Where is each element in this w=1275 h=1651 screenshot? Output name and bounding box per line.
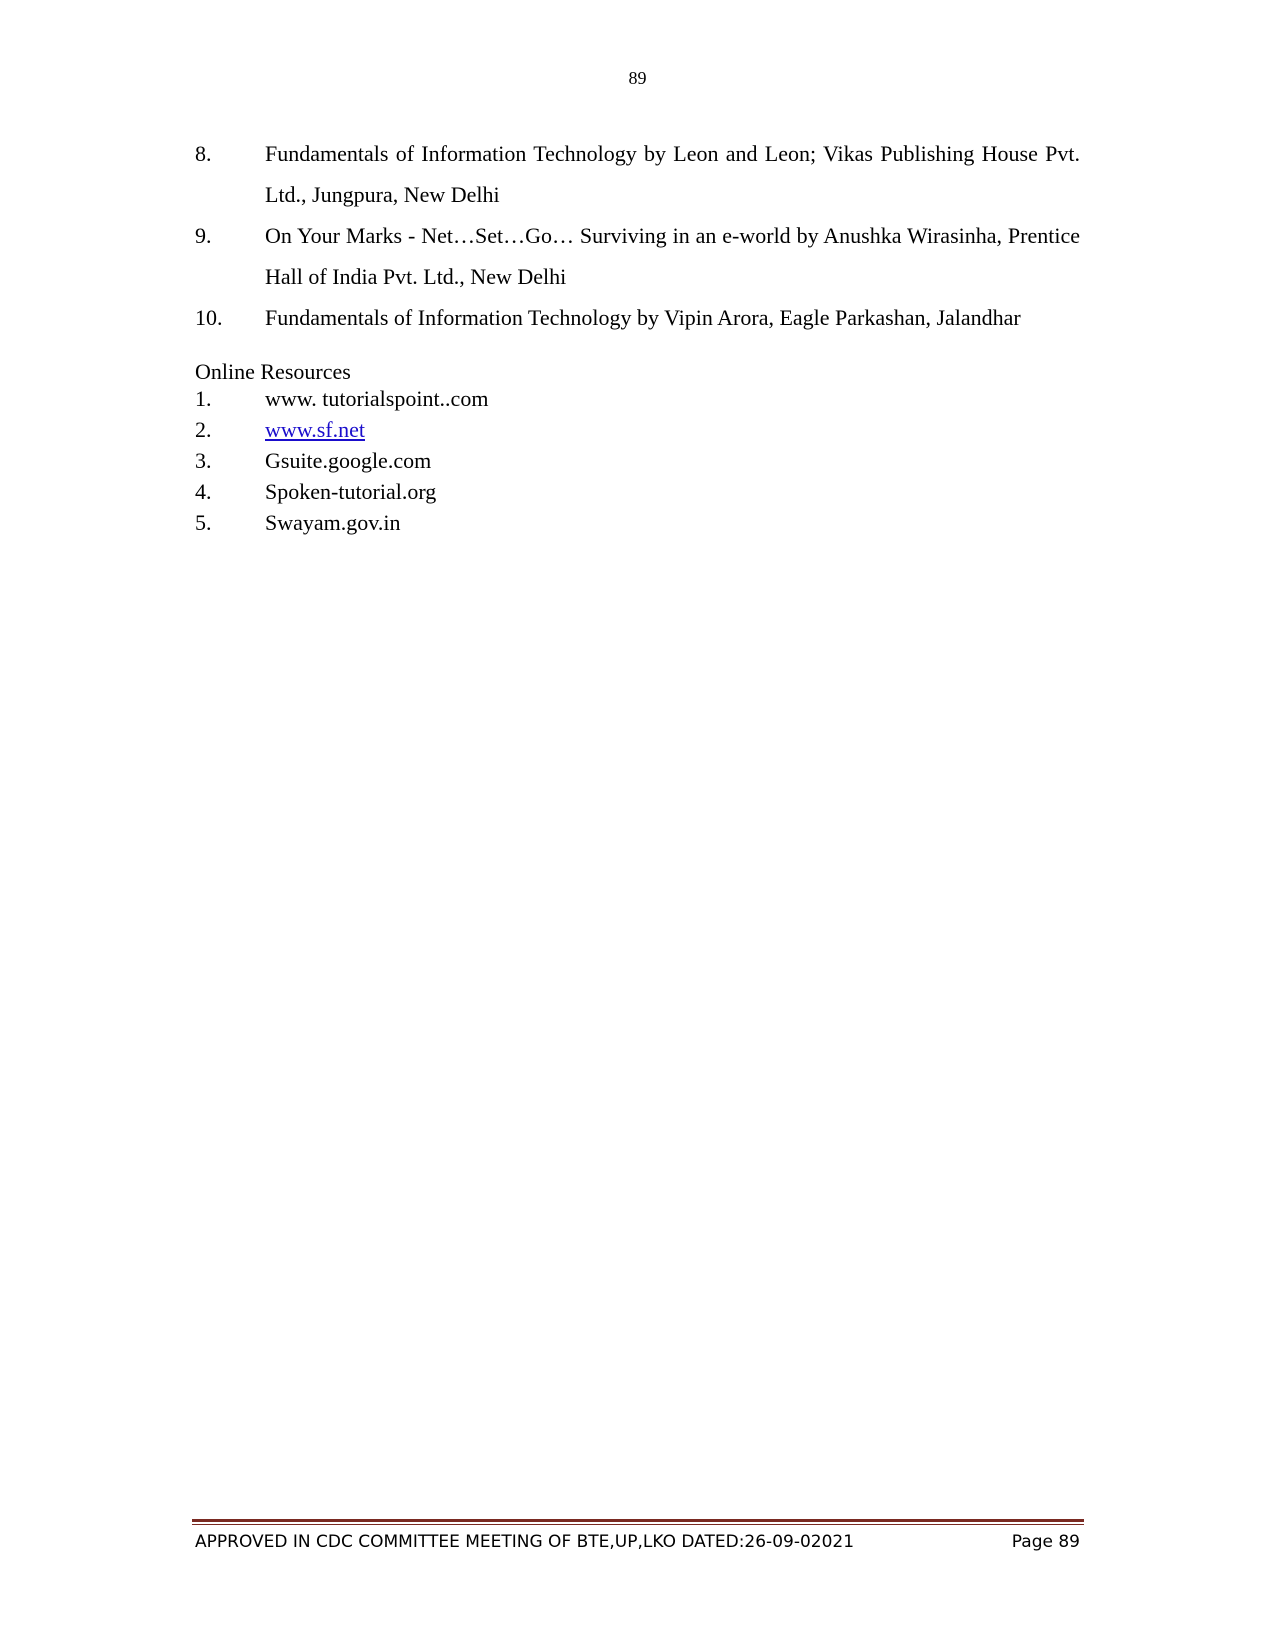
resource-number: 5. <box>195 510 212 535</box>
sf-net-link[interactable]: www.sf.net <box>265 417 365 442</box>
footer-page-number: Page 89 <box>1011 1532 1080 1552</box>
list-item <box>195 507 795 538</box>
resource-number: 1. <box>195 386 212 411</box>
resource-number: 2. <box>195 417 212 442</box>
resource-number: 3. <box>195 448 212 473</box>
reference-number: 10. <box>195 305 223 330</box>
footer-divider <box>192 1519 1084 1527</box>
footer-divider-thick <box>192 1519 1084 1522</box>
reference-text: Fundamentals of Information Technology by Vipin Arora, Eagle Parkashan, Jalandhar <box>265 305 1021 330</box>
list-item <box>195 414 795 445</box>
list-item <box>195 476 795 507</box>
list-item <box>195 297 1080 338</box>
page-number-top: 89 <box>628 68 647 88</box>
page-footer <box>195 1532 1080 1552</box>
resource-number: 4. <box>195 479 212 504</box>
reference-text: On Your Marks - Net…Set…Go… Surviving in an e-world by Anushka Wirasinha, Prentice Hall of India Pvt. Ltd., New Delhi <box>265 223 1080 289</box>
online-resources <box>195 356 795 538</box>
reference-text: Fundamentals of Information Technology by Leon and Leon; Vikas Publishing House Pvt. Ltd., Jungpura, New Delhi <box>265 141 1080 207</box>
list-item <box>195 383 795 414</box>
list-item <box>195 445 795 476</box>
footer-approval-text: APPROVED IN CDC COMMITTEE MEETING OF BTE,UP,LKO DATED:26-09-02021 <box>195 1532 855 1552</box>
resource-text: Gsuite.google.com <box>265 448 432 473</box>
resource-text: Swayam.gov.in <box>265 510 401 535</box>
reference-number: 9. <box>195 223 212 248</box>
reference-number: 8. <box>195 141 212 166</box>
online-resources-heading: Online Resources <box>195 359 351 384</box>
list-item <box>195 133 1080 215</box>
reference-list <box>195 133 1080 338</box>
list-item <box>195 215 1080 297</box>
resource-text: Spoken-tutorial.org <box>265 479 437 504</box>
resource-text: www. tutorialspoint..com <box>265 386 489 411</box>
footer-divider-thin <box>192 1524 1084 1525</box>
